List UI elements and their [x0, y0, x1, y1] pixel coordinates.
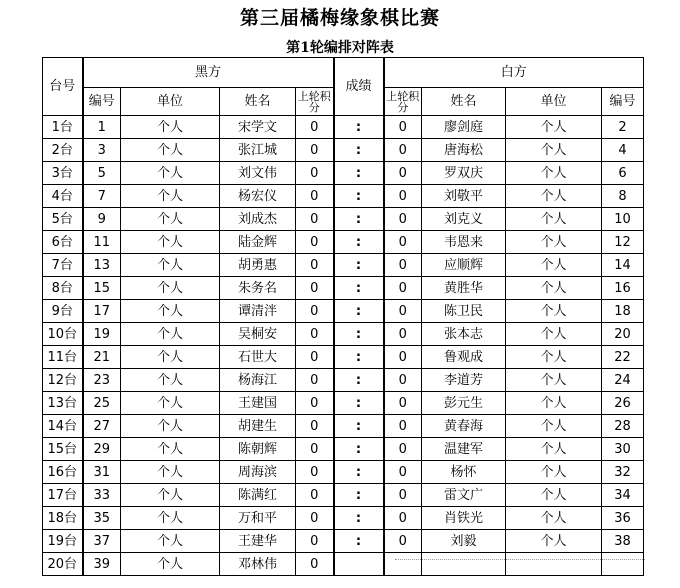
cell-white-name: 罗双庆	[422, 162, 506, 185]
cell-white-unit: 个人	[506, 346, 602, 369]
cell-result: :	[334, 208, 384, 231]
cell-black-prev-score: 0	[296, 277, 334, 300]
table-row	[43, 139, 644, 162]
cell-result: :	[334, 507, 384, 530]
cell-white-unit: 个人	[506, 484, 602, 507]
cell-black-name: 周海滨	[220, 461, 296, 484]
cell-white-number: 4	[602, 139, 644, 162]
cell-white-number: 14	[602, 254, 644, 277]
cell-white-name: 肖铁光	[422, 507, 506, 530]
cell-black-number: 29	[83, 438, 121, 461]
cell-white-name: 应顺辉	[422, 254, 506, 277]
cell-white-prev-score: 0	[384, 438, 422, 461]
table-row	[43, 185, 644, 208]
cell-table-no: 14台	[43, 415, 83, 438]
cell-white-unit: 个人	[506, 139, 602, 162]
cell-result: :	[334, 162, 384, 185]
cell-black-unit: 个人	[121, 323, 220, 346]
cell-white-name: 鲁观成	[422, 346, 506, 369]
cell-black-unit: 个人	[121, 530, 220, 553]
cell-result: :	[334, 139, 384, 162]
cell-black-number: 33	[83, 484, 121, 507]
header-white-unit: 单位	[506, 88, 602, 116]
cell-white-name: 刘克义	[422, 208, 506, 231]
cell-black-prev-score: 0	[296, 185, 334, 208]
header-black-unit: 单位	[121, 88, 220, 116]
cell-table-no: 15台	[43, 438, 83, 461]
cell-black-name: 陈朝辉	[220, 438, 296, 461]
header-white-number: 编号	[602, 88, 644, 116]
cell-black-name: 杨宏仪	[220, 185, 296, 208]
cell-black-prev-score: 0	[296, 369, 334, 392]
cell-white-prev-score: 0	[384, 323, 422, 346]
table-row	[43, 254, 644, 277]
table-row	[43, 346, 644, 369]
cell-white-unit: 个人	[506, 116, 602, 139]
cell-black-prev-score: 0	[296, 438, 334, 461]
cell-black-prev-score: 0	[296, 116, 334, 139]
cell-white-number: 34	[602, 484, 644, 507]
cell-result: :	[334, 254, 384, 277]
cell-white-prev-score: 0	[384, 530, 422, 553]
cell-black-unit: 个人	[121, 507, 220, 530]
cell-black-number: 15	[83, 277, 121, 300]
cell-white-name: 韦恩来	[422, 231, 506, 254]
cell-black-prev-score: 0	[296, 415, 334, 438]
cell-table-no: 11台	[43, 346, 83, 369]
cell-black-prev-score: 0	[296, 553, 334, 576]
cell-table-no: 2台	[43, 139, 83, 162]
cell-white-name: 李道芳	[422, 369, 506, 392]
table-row	[43, 461, 644, 484]
cell-black-unit: 个人	[121, 277, 220, 300]
cell-black-number: 27	[83, 415, 121, 438]
cell-black-prev-score: 0	[296, 300, 334, 323]
table-row	[43, 530, 644, 553]
cell-white-unit: 个人	[506, 369, 602, 392]
cell-result: :	[334, 438, 384, 461]
cell-table-no: 10台	[43, 323, 83, 346]
cell-table-no: 1台	[43, 116, 83, 139]
cell-black-name: 刘文伟	[220, 162, 296, 185]
cell-black-number: 25	[83, 392, 121, 415]
cell-white-prev-score: 0	[384, 139, 422, 162]
cell-white-prev-score: 0	[384, 346, 422, 369]
cell-black-prev-score: 0	[296, 139, 334, 162]
cell-white-prev-score: 0	[384, 208, 422, 231]
cell-white-name: 陈卫民	[422, 300, 506, 323]
cell-white-unit: 个人	[506, 323, 602, 346]
table-row	[43, 300, 644, 323]
cell-black-unit: 个人	[121, 438, 220, 461]
cell-black-unit: 个人	[121, 369, 220, 392]
cell-black-unit: 个人	[121, 185, 220, 208]
cell-white-number	[602, 553, 644, 576]
document-subtitle: 第1轮编排对阵表	[286, 40, 394, 56]
cell-white-prev-score	[384, 553, 422, 576]
cell-black-name: 张江城	[220, 139, 296, 162]
cell-table-no: 7台	[43, 254, 83, 277]
cell-white-number: 38	[602, 530, 644, 553]
cell-table-no: 18台	[43, 507, 83, 530]
cell-table-no: 16台	[43, 461, 83, 484]
cell-white-unit: 个人	[506, 185, 602, 208]
cell-black-unit: 个人	[121, 346, 220, 369]
cell-table-no: 6台	[43, 231, 83, 254]
cell-white-unit: 个人	[506, 208, 602, 231]
cell-black-name: 宋学文	[220, 116, 296, 139]
cell-black-unit: 个人	[121, 461, 220, 484]
header-table-no: 台号	[43, 58, 83, 116]
cell-result: :	[334, 484, 384, 507]
cell-white-prev-score: 0	[384, 415, 422, 438]
cell-black-unit: 个人	[121, 484, 220, 507]
cell-result: :	[334, 300, 384, 323]
table-row	[43, 484, 644, 507]
cell-white-number: 2	[602, 116, 644, 139]
table-row	[43, 392, 644, 415]
cell-table-no: 3台	[43, 162, 83, 185]
cell-white-number: 20	[602, 323, 644, 346]
cell-white-prev-score: 0	[384, 116, 422, 139]
cell-white-unit: 个人	[506, 300, 602, 323]
cell-black-unit: 个人	[121, 139, 220, 162]
cell-white-prev-score: 0	[384, 300, 422, 323]
cell-white-unit: 个人	[506, 277, 602, 300]
cell-white-prev-score: 0	[384, 461, 422, 484]
header-black-number: 编号	[83, 88, 121, 116]
header-black-prev-score: 上轮积分	[296, 88, 334, 116]
table-row	[43, 231, 644, 254]
cell-black-number: 13	[83, 254, 121, 277]
cell-white-number: 8	[602, 185, 644, 208]
cell-white-name: 唐海松	[422, 139, 506, 162]
cell-white-name: 温建军	[422, 438, 506, 461]
cell-black-name: 胡勇惠	[220, 254, 296, 277]
cell-black-unit: 个人	[121, 254, 220, 277]
cell-table-no: 17台	[43, 484, 83, 507]
cell-black-name: 邓林伟	[220, 553, 296, 576]
cell-white-prev-score: 0	[384, 277, 422, 300]
table-row	[43, 438, 644, 461]
cell-result: :	[334, 185, 384, 208]
cell-black-number: 23	[83, 369, 121, 392]
cell-black-name: 陈满红	[220, 484, 296, 507]
cell-white-unit: 个人	[506, 530, 602, 553]
cell-result: :	[334, 530, 384, 553]
table-row	[43, 415, 644, 438]
cell-white-prev-score: 0	[384, 507, 422, 530]
cell-white-prev-score: 0	[384, 231, 422, 254]
cell-white-number: 32	[602, 461, 644, 484]
cell-black-prev-score: 0	[296, 530, 334, 553]
cell-white-number: 22	[602, 346, 644, 369]
pairing-table	[42, 57, 644, 576]
table-row	[43, 277, 644, 300]
cell-black-prev-score: 0	[296, 484, 334, 507]
cell-white-number: 30	[602, 438, 644, 461]
cell-black-unit: 个人	[121, 116, 220, 139]
cell-table-no: 12台	[43, 369, 83, 392]
cell-black-number: 39	[83, 553, 121, 576]
cell-black-name: 刘成杰	[220, 208, 296, 231]
cell-white-prev-score: 0	[384, 254, 422, 277]
header-row-top	[43, 58, 644, 88]
cell-black-number: 31	[83, 461, 121, 484]
cell-black-name: 胡建生	[220, 415, 296, 438]
cell-white-prev-score: 0	[384, 484, 422, 507]
cell-white-name: 刘毅	[422, 530, 506, 553]
header-black: 黑方	[83, 58, 334, 88]
cell-white-name: 杨怀	[422, 461, 506, 484]
cell-black-unit: 个人	[121, 553, 220, 576]
cell-black-number: 7	[83, 185, 121, 208]
cell-black-prev-score: 0	[296, 392, 334, 415]
cell-result: :	[334, 369, 384, 392]
cell-black-number: 19	[83, 323, 121, 346]
table-row	[43, 507, 644, 530]
cell-white-unit: 个人	[506, 254, 602, 277]
cell-black-number: 1	[83, 116, 121, 139]
cell-black-unit: 个人	[121, 208, 220, 231]
cell-white-number: 26	[602, 392, 644, 415]
cell-black-number: 11	[83, 231, 121, 254]
cell-result: :	[334, 461, 384, 484]
cell-white-name: 廖剑庭	[422, 116, 506, 139]
cell-black-name: 陆金辉	[220, 231, 296, 254]
cell-black-unit: 个人	[121, 300, 220, 323]
footer-dotted-line	[395, 559, 645, 560]
cell-white-name: 雷文广	[422, 484, 506, 507]
cell-white-number: 18	[602, 300, 644, 323]
header-white-name: 姓名	[422, 88, 506, 116]
cell-white-unit	[506, 553, 602, 576]
cell-white-prev-score: 0	[384, 392, 422, 415]
table-row	[43, 369, 644, 392]
cell-white-name: 黄胜华	[422, 277, 506, 300]
cell-white-prev-score: 0	[384, 369, 422, 392]
cell-result: :	[334, 231, 384, 254]
cell-table-no: 19台	[43, 530, 83, 553]
cell-black-number: 17	[83, 300, 121, 323]
cell-black-name: 万和平	[220, 507, 296, 530]
cell-black-name: 杨海江	[220, 369, 296, 392]
cell-white-unit: 个人	[506, 162, 602, 185]
cell-black-unit: 个人	[121, 162, 220, 185]
cell-black-number: 35	[83, 507, 121, 530]
table-row	[43, 323, 644, 346]
cell-black-prev-score: 0	[296, 346, 334, 369]
table-row	[43, 162, 644, 185]
header-white-prev-score: 上轮积分	[384, 88, 422, 116]
cell-black-prev-score: 0	[296, 208, 334, 231]
cell-result: :	[334, 392, 384, 415]
cell-result: :	[334, 323, 384, 346]
cell-white-number: 24	[602, 369, 644, 392]
cell-black-prev-score: 0	[296, 323, 334, 346]
cell-white-name: 彭元生	[422, 392, 506, 415]
cell-black-name: 谭清泮	[220, 300, 296, 323]
cell-black-name: 朱务名	[220, 277, 296, 300]
cell-white-unit: 个人	[506, 231, 602, 254]
cell-black-unit: 个人	[121, 415, 220, 438]
header-black-name: 姓名	[220, 88, 296, 116]
cell-white-number: 36	[602, 507, 644, 530]
cell-black-number: 21	[83, 346, 121, 369]
cell-result: :	[334, 415, 384, 438]
cell-result: :	[334, 277, 384, 300]
cell-result: :	[334, 346, 384, 369]
cell-black-name: 王建国	[220, 392, 296, 415]
header-white: 白方	[384, 58, 644, 88]
header-result: 成绩	[334, 58, 384, 116]
table-row	[43, 208, 644, 231]
cell-black-name: 吴桐安	[220, 323, 296, 346]
cell-black-prev-score: 0	[296, 254, 334, 277]
cell-black-prev-score: 0	[296, 162, 334, 185]
cell-white-number: 16	[602, 277, 644, 300]
cell-black-number: 9	[83, 208, 121, 231]
cell-white-name: 张本志	[422, 323, 506, 346]
cell-black-number: 5	[83, 162, 121, 185]
table-row	[43, 553, 644, 576]
cell-table-no: 5台	[43, 208, 83, 231]
cell-black-number: 3	[83, 139, 121, 162]
cell-white-unit: 个人	[506, 392, 602, 415]
cell-table-no: 8台	[43, 277, 83, 300]
cell-black-prev-score: 0	[296, 461, 334, 484]
cell-white-number: 12	[602, 231, 644, 254]
cell-black-prev-score: 0	[296, 231, 334, 254]
cell-white-number: 6	[602, 162, 644, 185]
document-title: 第三届橘梅缘象棋比赛	[239, 7, 440, 29]
cell-white-unit: 个人	[506, 415, 602, 438]
cell-white-name: 黄春海	[422, 415, 506, 438]
table-row	[43, 116, 644, 139]
cell-white-prev-score: 0	[384, 185, 422, 208]
cell-black-name: 王建华	[220, 530, 296, 553]
cell-white-unit: 个人	[506, 461, 602, 484]
cell-result	[334, 553, 384, 576]
cell-white-prev-score: 0	[384, 162, 422, 185]
cell-black-unit: 个人	[121, 231, 220, 254]
cell-result: :	[334, 116, 384, 139]
cell-black-unit: 个人	[121, 392, 220, 415]
cell-black-prev-score: 0	[296, 507, 334, 530]
cell-black-name: 石世大	[220, 346, 296, 369]
cell-white-name: 刘敬平	[422, 185, 506, 208]
cell-white-name	[422, 553, 506, 576]
cell-table-no: 13台	[43, 392, 83, 415]
cell-black-number: 37	[83, 530, 121, 553]
cell-white-number: 28	[602, 415, 644, 438]
cell-table-no: 9台	[43, 300, 83, 323]
cell-table-no: 4台	[43, 185, 83, 208]
cell-white-number: 10	[602, 208, 644, 231]
cell-white-unit: 个人	[506, 438, 602, 461]
cell-white-unit: 个人	[506, 507, 602, 530]
cell-table-no: 20台	[43, 553, 83, 576]
